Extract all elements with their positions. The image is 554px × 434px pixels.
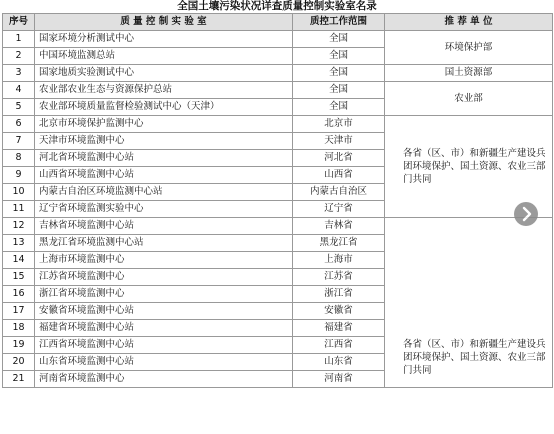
row-scope: 浙江省 [293,286,385,303]
row-no: 20 [3,354,35,371]
row-no: 6 [3,116,35,133]
row-scope: 内蒙古自治区 [293,184,385,201]
recommender-provinces-group-b: 各省（区、市）和新疆生产建设兵团环境保护、国土资源、农业三部门共同 [385,218,553,388]
row-scope: 全国 [293,31,385,48]
row-no: 14 [3,252,35,269]
next-page-button[interactable] [514,202,538,226]
row-scope: 全国 [293,48,385,65]
row-no: 13 [3,235,35,252]
row-no: 21 [3,371,35,388]
row-lab: 天津市环境监测中心 [35,133,293,150]
header-lab: 质 量 控 制 实 验 室 [35,14,293,31]
row-lab: 江西省环境监测中心站 [35,337,293,354]
table-row [3,65,553,82]
row-scope: 黑龙江省 [293,235,385,252]
row-lab: 上海市环境监测中心 [35,252,293,269]
row-no: 9 [3,167,35,184]
row-no: 10 [3,184,35,201]
chevron-right-icon [514,202,538,226]
page-title: 全国土壤污染状况详查质量控制实验室名录 [177,0,377,12]
row-scope: 上海市 [293,252,385,269]
row-no: 3 [3,65,35,82]
row-scope: 吉林省 [293,218,385,235]
row-scope: 江西省 [293,337,385,354]
row-lab: 辽宁省环境监测实验中心 [35,201,293,218]
row-no: 15 [3,269,35,286]
row-no: 4 [3,82,35,99]
row-lab: 山西省环境监测中心站 [35,167,293,184]
row-scope: 江苏省 [293,269,385,286]
row-scope: 福建省 [293,320,385,337]
row-no: 2 [3,48,35,65]
recommender-agri-ministry: 农业部 [385,82,553,116]
row-lab: 黑龙江省环境监测中心站 [35,235,293,252]
row-no: 8 [3,150,35,167]
row-no: 7 [3,133,35,150]
recommender-env-ministry: 环境保护部 [385,31,553,65]
row-no: 18 [3,320,35,337]
row-lab: 河南省环境监测中心 [35,371,293,388]
row-scope: 山西省 [293,167,385,184]
table-row [3,82,553,99]
row-scope: 河北省 [293,150,385,167]
table-header-row [3,14,553,31]
row-no: 16 [3,286,35,303]
row-lab: 浙江省环境监测中心 [35,286,293,303]
row-lab: 国家环境分析测试中心 [35,31,293,48]
row-lab: 农业部农业生态与资源保护总站 [35,82,293,99]
row-scope: 安徽省 [293,303,385,320]
header-recommender: 推 荐 单 位 [385,14,553,31]
recommender-land-ministry: 国土资源部 [385,65,553,82]
row-scope: 河南省 [293,371,385,388]
row-lab: 安徽省环境监测中心站 [35,303,293,320]
row-no: 12 [3,218,35,235]
row-scope: 北京市 [293,116,385,133]
table-row [3,218,553,235]
row-lab: 山东省环境监测中心站 [35,354,293,371]
row-scope: 全国 [293,65,385,82]
row-lab: 农业部环境质量监督检验测试中心（天津） [35,99,293,116]
recommender-provinces-group-a: 各省（区、市）和新疆生产建设兵团环境保护、国土资源、农业三部门共同 [385,116,553,218]
header-scope: 质控工作范围 [293,14,385,31]
row-scope: 天津市 [293,133,385,150]
row-lab: 内蒙古自治区环境监测中心站 [35,184,293,201]
row-lab: 北京市环境保护监测中心 [35,116,293,133]
row-lab: 吉林省环境监测中心站 [35,218,293,235]
row-scope: 辽宁省 [293,201,385,218]
row-no: 5 [3,99,35,116]
lab-table [2,13,553,388]
row-lab: 中国环境监测总站 [35,48,293,65]
row-scope: 全国 [293,82,385,99]
row-scope: 全国 [293,99,385,116]
row-no: 11 [3,201,35,218]
row-scope: 山东省 [293,354,385,371]
row-lab: 江苏省环境监测中心 [35,269,293,286]
table-row [3,116,553,133]
row-lab: 国家地质实验测试中心 [35,65,293,82]
row-no: 1 [3,31,35,48]
row-lab: 福建省环境监测中心站 [35,320,293,337]
table-row [3,31,553,48]
row-no: 19 [3,337,35,354]
row-lab: 河北省环境监测中心站 [35,150,293,167]
header-no: 序号 [3,14,35,31]
row-no: 17 [3,303,35,320]
